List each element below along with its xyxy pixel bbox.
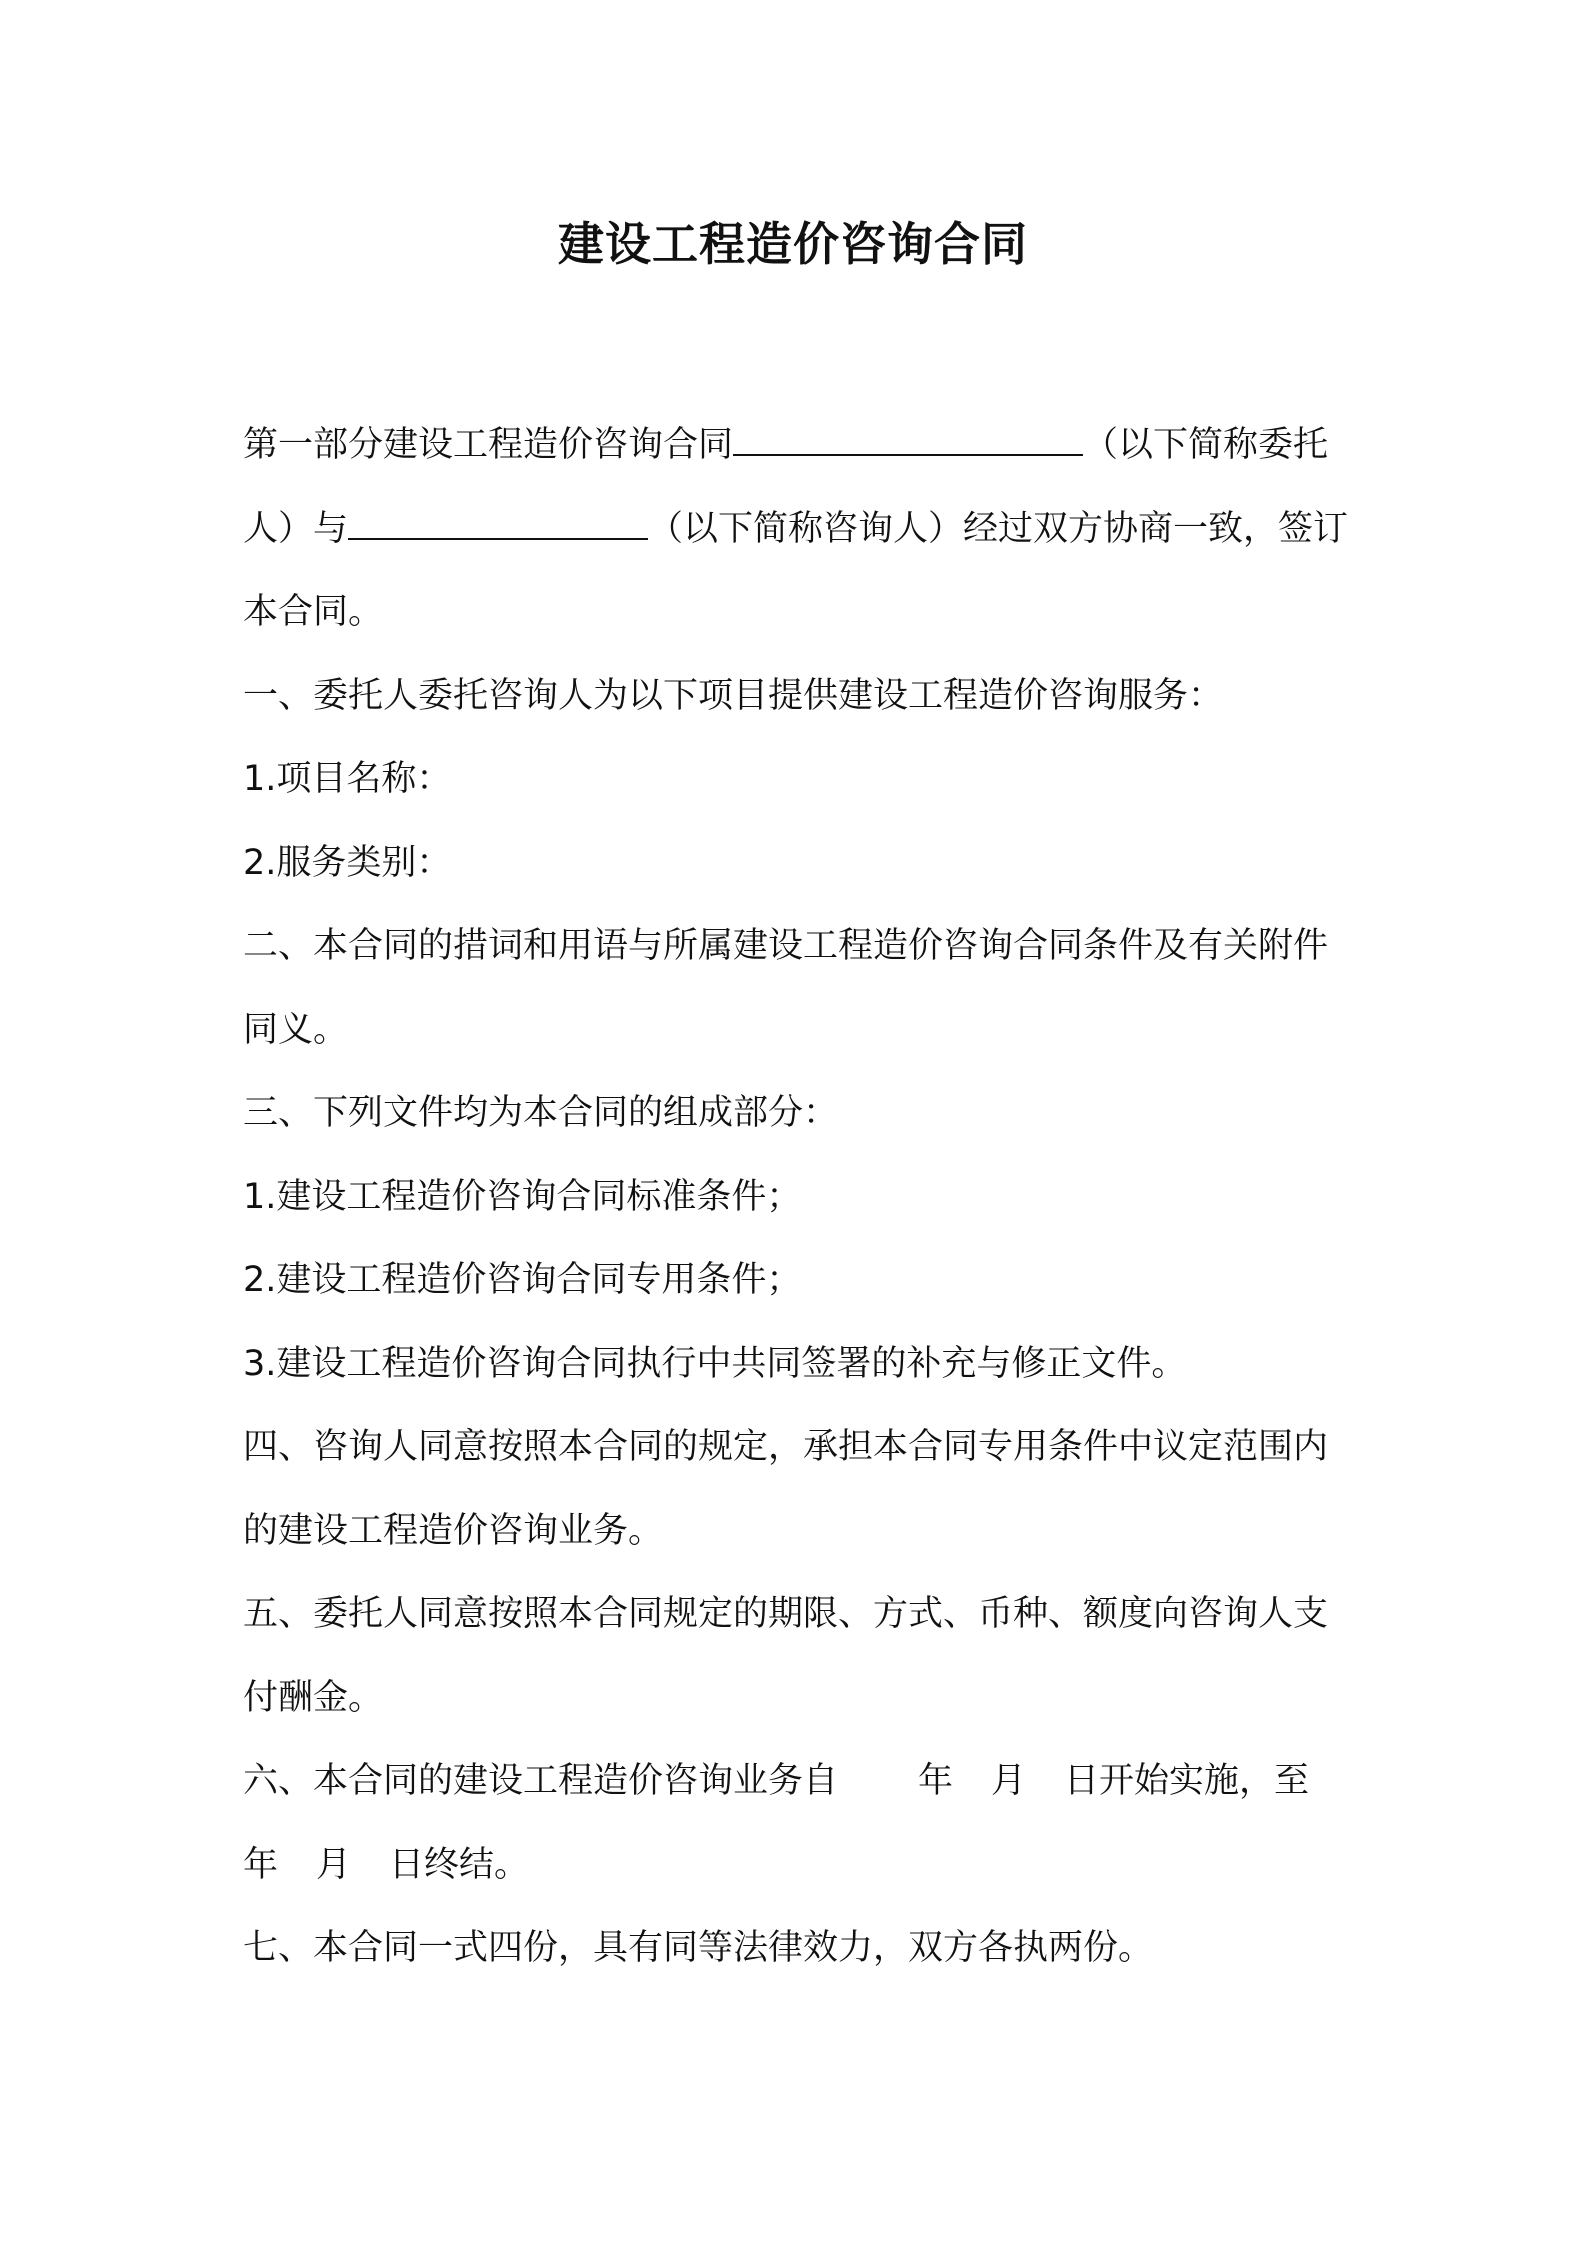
- intro-text-part3: （以下简称咨询人）经过双方协商一致，签订本合同。: [243, 508, 1349, 632]
- clause-1-item-service-type: 2.服务类别：: [243, 842, 452, 883]
- clause-2: 二、本合同的措词和用语与所属建设工程造价咨询合同条件及有关附件同义。: [243, 926, 1329, 1050]
- intro-paragraph: [243, 404, 1353, 655]
- clause-6: [243, 1740, 1353, 1907]
- start-month-label: 月: [991, 1761, 1027, 1801]
- end-year-label: 年: [243, 1844, 279, 1885]
- clause-1-heading: 一、委托人委托咨询人为以下项目提供建设工程造价咨询服务：: [243, 675, 1224, 716]
- consultant-name-blank: [348, 508, 648, 540]
- document-title: 建设工程造价咨询合同: [558, 217, 1028, 271]
- clause-4: 四、咨询人同意按照本合同的规定，承担本合同专用条件中议定范围内的建设工程造价咨询业务。: [243, 1427, 1329, 1551]
- clause-3-heading: 三、下列文件均为本合同的组成部分：: [243, 1093, 839, 1133]
- clause-3-item-3: 3.建设工程造价咨询合同执行中共同签署的补充与修正文件。: [243, 1343, 1187, 1384]
- intro-text-part2: （以下简称委托人）与: [243, 425, 1329, 549]
- client-name-blank: [733, 424, 1083, 456]
- clause-7: 七、本合同一式四份，具有同等法律效力，双方各执两份。: [243, 1928, 1154, 1968]
- clause-1-item-project-name: 1.项目名称：: [243, 759, 452, 799]
- clause-3-item-2: 2.建设工程造价咨询合同专用条件；: [243, 1260, 802, 1300]
- intro-text-part1: 第一部分建设工程造价咨询合同: [243, 425, 734, 465]
- end-month-label: 月: [316, 1844, 352, 1885]
- start-year-label: 年: [918, 1761, 954, 1801]
- start-day-label: 日开始实施，至: [1064, 1761, 1310, 1801]
- document-body: [243, 404, 1353, 1991]
- clause-3-item-1: 1.建设工程造价咨询合同标准条件；: [243, 1176, 802, 1217]
- clause-5: 五、委托人同意按照本合同规定的期限、方式、币种、额度向咨询人支付酬金。: [243, 1594, 1329, 1718]
- clause-6-text: 六、本合同的建设工程造价咨询业务自: [243, 1761, 839, 1801]
- end-day-label: 日终结。: [389, 1844, 530, 1885]
